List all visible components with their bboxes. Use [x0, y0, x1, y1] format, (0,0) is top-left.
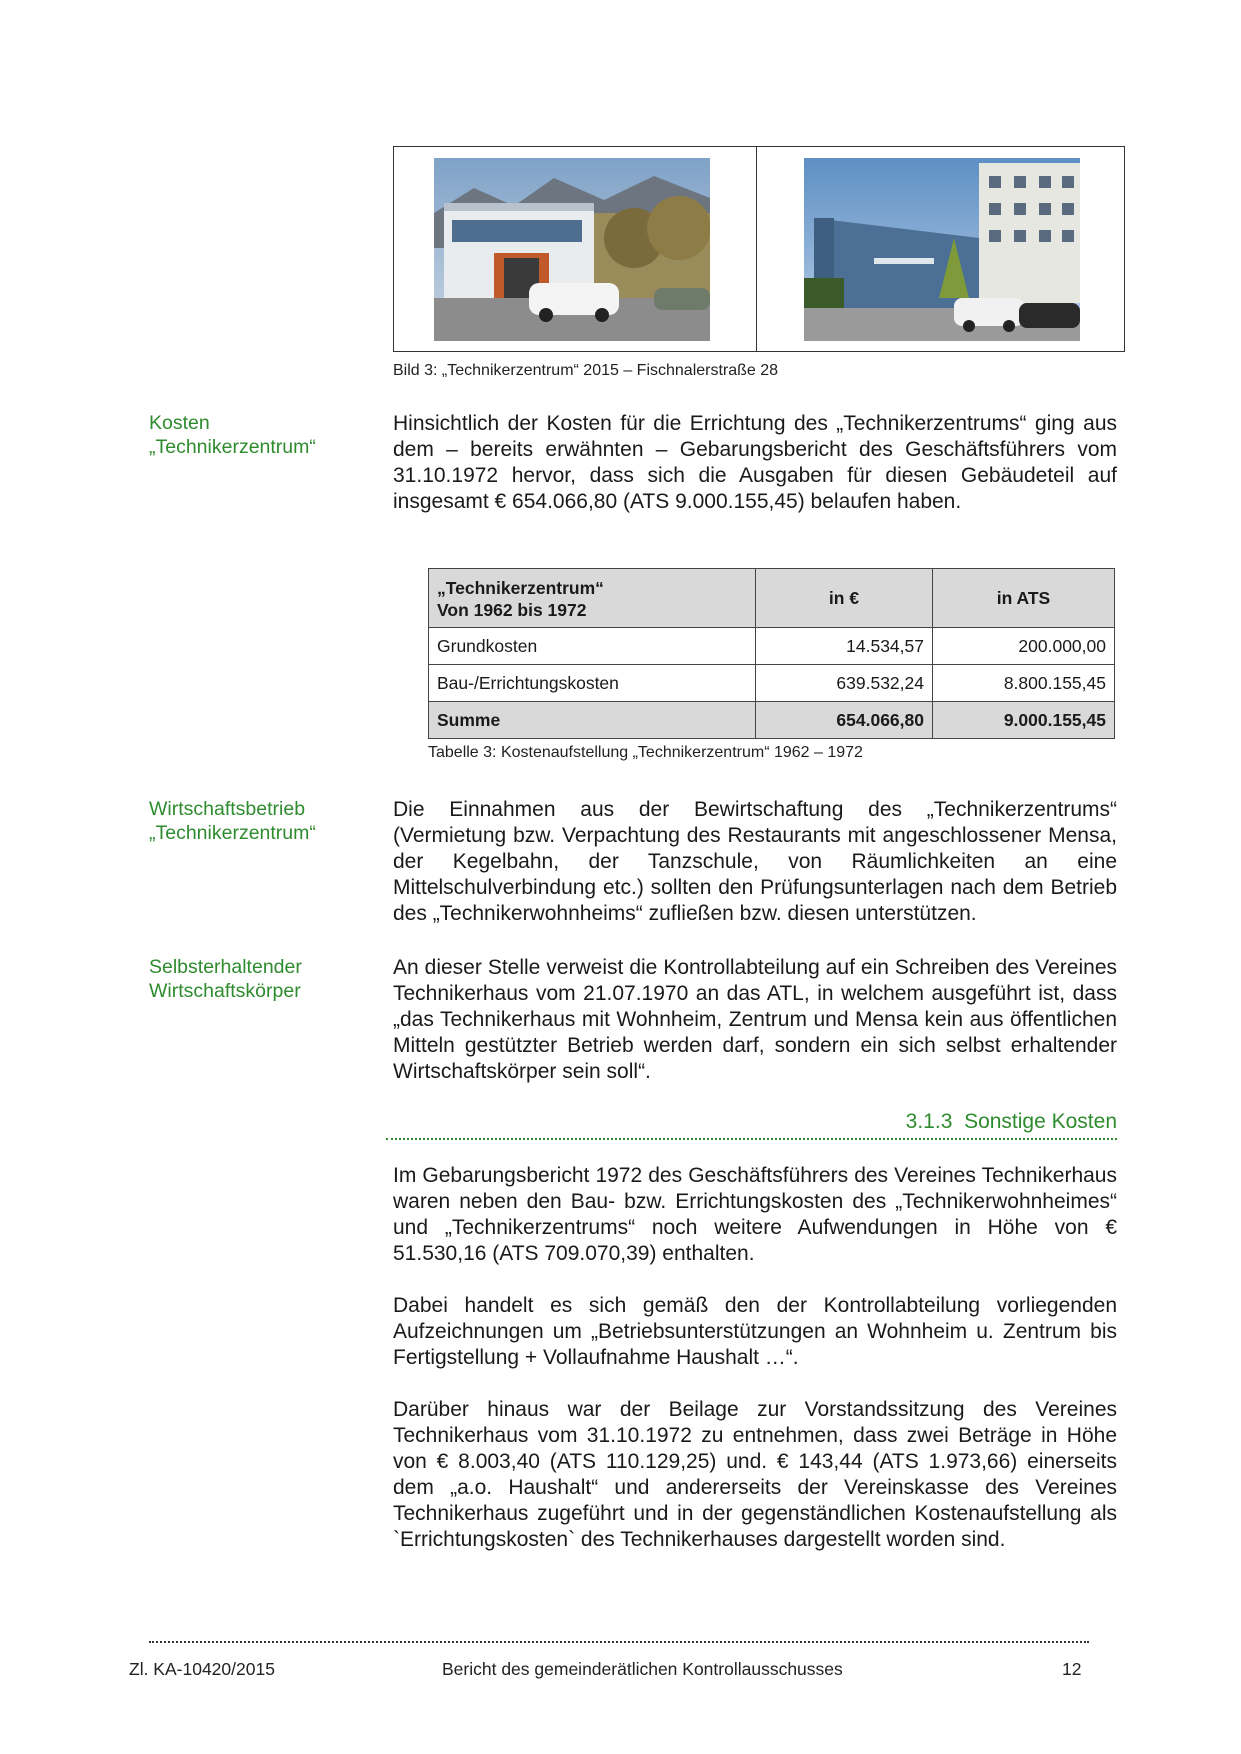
table-sum-eur: 654.066,80 — [756, 702, 933, 739]
margin-note-selbst-line2: Wirtschaftskörper — [149, 980, 301, 1002]
paragraph-text: Darüber hinaus war der Beilage zur Vorstandssitzung des Vereines Technikerhaus vom 31.10.1972 zu entnehmen, dass zwei Beträge in Höhe von € 8.003,40 (ATS 110.129,25) und. € 143,44 (ATS 1.973,66) einerseits dem „a.o. Haushalt“ und andererseits der Vereinskasse des Vereines Technikerhaus zugeführt und in der gegenständlichen Kostenaufstellung als `Errichtungskosten` des Technikerhauses dargestellt worden sind. — [393, 1398, 1117, 1551]
table-cell-ats: 8.800.155,45 — [933, 665, 1115, 702]
paragraph-text: Im Gebarungsbericht 1972 des Geschäftsführers des Vereines Technikerhaus waren neben den Bau- bzw. Errichtungskosten des „Technikerwohnheimes“ und „Technikerzentrums“ noch weitere Aufwendungen in Höhe von € 51.530,16 (ATS 709.070,39) enthalten. — [393, 1164, 1117, 1265]
paragraph-sonstige-1 — [393, 1163, 1117, 1267]
paragraph-text: Dabei handelt es sich gemäß den der Kontrollabteilung vorliegenden Aufzeichnungen um „Betriebsunterstützungen an Wohnheim u. Zentrum bis Fertigstellung + Vollaufnahme Haushalt …“. — [393, 1294, 1117, 1369]
table-cell-ats: 200.000,00 — [933, 628, 1115, 665]
section-number: 3.1.3 — [905, 1110, 953, 1133]
photo-figure — [393, 146, 1125, 352]
margin-note-kosten-line2: „Technikerzentrum“ — [149, 436, 316, 458]
table-sum-label: Summe — [429, 702, 756, 739]
margin-note-wirtschaft-line2: „Technikerzentrum“ — [149, 822, 316, 844]
photo-divider — [756, 147, 757, 351]
paragraph-kosten — [393, 411, 1117, 515]
paragraph-text: Hinsichtlich der Kosten für die Errichtung des „Technikerzentrums“ ging aus dem – bereits erwähnten – Gebarungsbericht des Geschäftsführers vom 31.10.1972 hervor, dass sich die Ausgaben für diesen Gebäudeteil auf insgesamt € 654.066,80 (ATS 9.000.155,45) belaufen haben. — [393, 412, 1117, 513]
paragraph-text: Die Einnahmen aus der Bewirtschaftung des „Technikerzentrums“ (Vermietung bzw. Verpachtung des Restaurants mit angeschlossener Mensa, der Kegelbahn, der Tanzschule, von Räumlichkeiten an eine Mittelschulverbindung etc.) sollten den Prüfungsunterlagen nach dem Betrieb des „Technikerwohnheims“ zufließen bzw. diesen unterstützen. — [393, 798, 1117, 925]
table-header-line2: Von 1962 bis 1972 — [437, 600, 587, 620]
margin-note-kosten — [149, 411, 369, 459]
paragraph-sonstige-3 — [393, 1397, 1117, 1553]
footer-divider — [149, 1641, 1089, 1643]
margin-note-wirtschaftsbetrieb — [149, 797, 369, 845]
table-cell-label: Bau-/Errichtungskosten — [429, 665, 756, 702]
section-heading — [393, 1110, 1117, 1134]
table-header-row — [429, 569, 1115, 628]
margin-note-selbsterhaltend — [149, 955, 369, 1003]
paragraph-selbsterhaltend — [393, 955, 1117, 1085]
technikerzentrum-photo-2 — [804, 158, 1080, 341]
table-cell-eur: 14.534,57 — [756, 628, 933, 665]
technikerzentrum-photo-1 — [434, 158, 710, 341]
paragraph-text: An dieser Stelle verweist die Kontrollabteilung auf ein Schreiben des Vereines Technikerhaus vom 21.07.1970 an das ATL, in welchem ausgeführt ist, dass „das Technikerhaus mit Wohnheim, Zentrum und Mensa kein aus öffentlichen Mitteln gestützter Betrieb werden darf, sondern ein sich selbst erhaltender Wirtschaftskörper sein soll“. — [393, 956, 1117, 1083]
table-header-title — [429, 569, 756, 628]
margin-note-wirtschaft-line1: Wirtschaftsbetrieb — [149, 798, 306, 820]
table-header-line1: „Technikerzentrum“ — [437, 578, 604, 598]
table-row — [429, 665, 1115, 702]
page-number: 12 — [1062, 1659, 1082, 1679]
table-row — [429, 628, 1115, 665]
table-cell-eur: 639.532,24 — [756, 665, 933, 702]
footer-title: Bericht des gemeinderätlichen Kontrollausschusses — [442, 1659, 843, 1679]
margin-note-kosten-line1: Kosten — [149, 412, 210, 434]
margin-note-selbst-line1: Selbsterhaltender — [149, 956, 302, 978]
cost-table — [428, 568, 1115, 739]
section-divider — [386, 1138, 1117, 1140]
table-cell-label: Grundkosten — [429, 628, 756, 665]
table-caption: Tabelle 3: Kostenaufstellung „Technikerzentrum“ 1962 – 1972 — [428, 744, 863, 761]
table-header-eur: in € — [756, 569, 933, 628]
paragraph-sonstige-2 — [393, 1293, 1117, 1371]
table-header-ats: in ATS — [933, 569, 1115, 628]
footer-reference: Zl. KA-10420/2015 — [129, 1659, 275, 1679]
table-sum-row — [429, 702, 1115, 739]
section-title: Sonstige Kosten — [964, 1110, 1117, 1133]
paragraph-wirtschaftsbetrieb — [393, 797, 1117, 927]
figure-caption: Bild 3: „Technikerzentrum“ 2015 – Fischnalerstraße 28 — [393, 362, 779, 379]
table-sum-ats: 9.000.155,45 — [933, 702, 1115, 739]
